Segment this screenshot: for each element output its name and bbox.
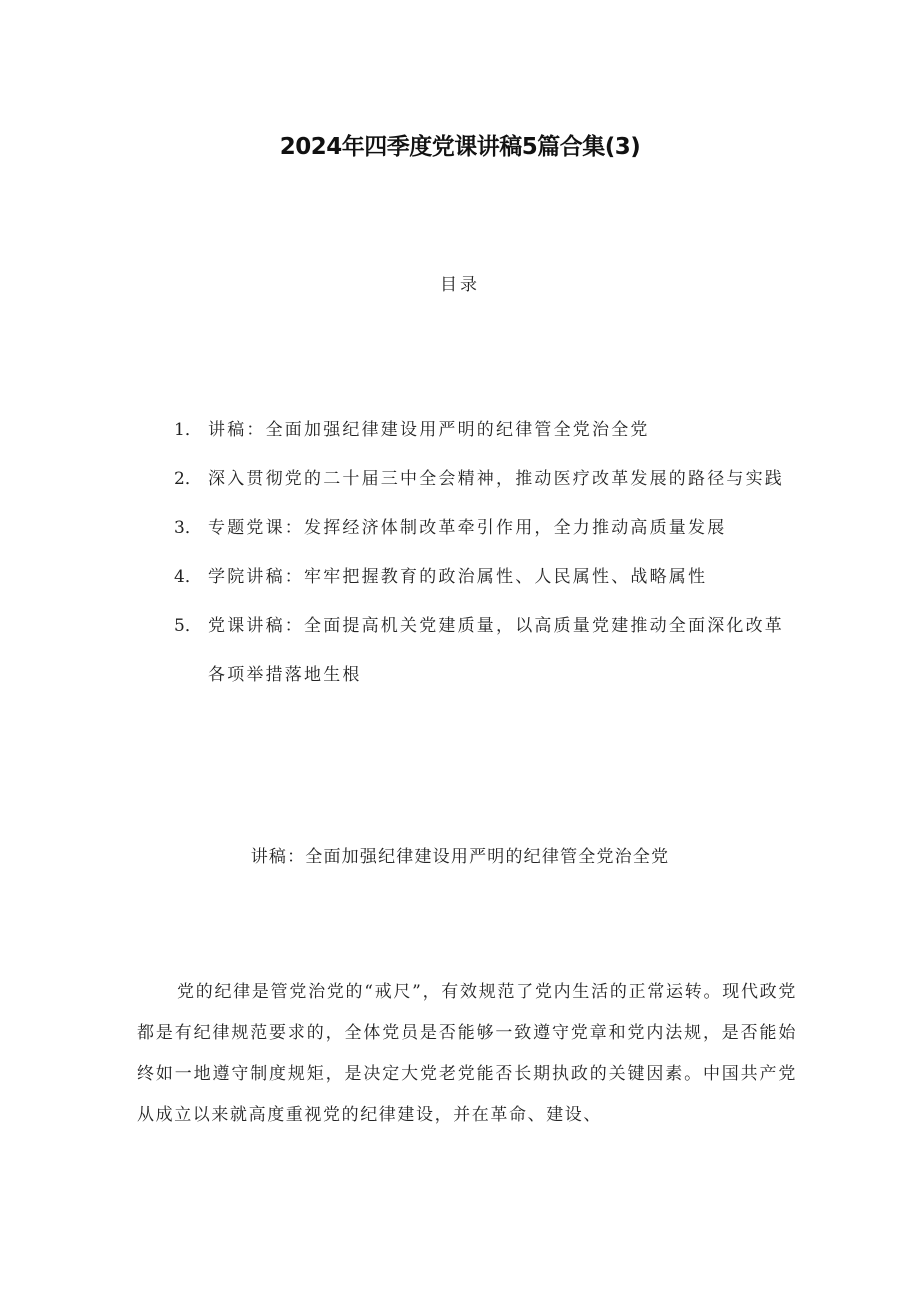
toc-item-number: 2．: [174, 469, 202, 489]
toc-heading: 目录: [440, 275, 480, 295]
toc-item-number: 4．: [174, 567, 202, 587]
document-title: 2024年四季度党课讲稿5篇合集(3): [279, 134, 641, 160]
toc-item-2[interactable]: [174, 455, 794, 504]
toc-item-text: 学院讲稿：牢牢把握教育的政治属性、人民属性、战略属性: [208, 567, 708, 587]
section-title: 讲稿：全面加强纪律建设用严明的纪律管全党治全党: [250, 847, 670, 867]
toc-item-number: 1．: [174, 420, 202, 440]
toc-item-4[interactable]: [174, 553, 794, 602]
toc-item-5[interactable]: [174, 602, 794, 700]
toc-item-text: 专题党课：发挥经济体制改革牵引作用，全力推动高质量发展: [208, 518, 727, 538]
toc-item-text: 讲稿：全面加强纪律建设用严明的纪律管全党治全党: [208, 420, 650, 440]
toc-item-1[interactable]: [174, 406, 794, 455]
toc-item-3[interactable]: [174, 504, 794, 553]
toc-item-text: 深入贯彻党的二十届三中全会精神，推动医疗改革发展的路径与实践: [208, 469, 784, 489]
body-paragraph: 党的纪律是管党治党的“戒尺”，有效规范了党内生活的正常运转。现代政党都是有纪律规范要求的，全体党员是否能够一致遵守党章和党内法规，是否能始终如一地遵守制度规矩，是决定大党老党能否长期执政的关键因素。中国共产党从成立以来就高度重视党的纪律建设，并在革命、建设、: [137, 982, 797, 1125]
table-of-contents: [174, 406, 794, 700]
toc-item-text: 党课讲稿：全面提高机关党建质量，以高质量党建推动全面深化改革各项举措落地生根: [208, 616, 784, 685]
toc-item-number: 5．: [174, 616, 202, 636]
toc-item-number: 3．: [174, 518, 202, 538]
